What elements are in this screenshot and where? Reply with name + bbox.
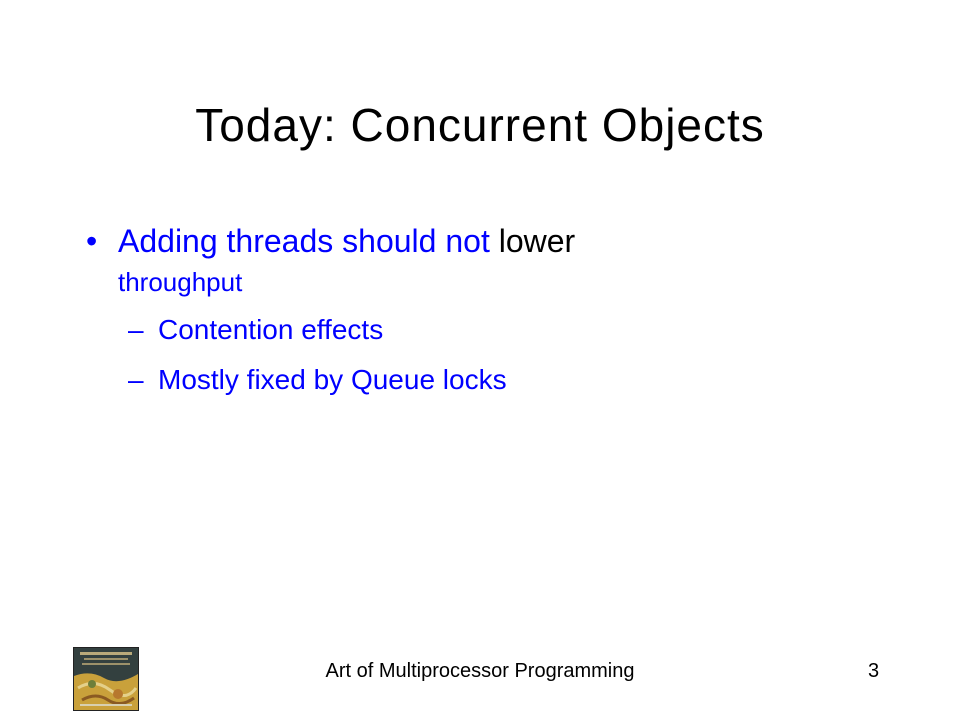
sub-bullet-item bbox=[86, 310, 906, 350]
footer-text: Art of Multiprocessor Programming bbox=[325, 660, 635, 682]
bullet-marker: • bbox=[86, 223, 98, 259]
sub-bullet-text: Mostly fixed by Queue locks bbox=[158, 364, 507, 395]
sub-bullet-item bbox=[86, 360, 906, 400]
sub-bullet-marker: – bbox=[128, 314, 144, 345]
bullet-list bbox=[86, 218, 906, 400]
bullet-text-blue: Adding threads should not bbox=[118, 223, 490, 259]
sub-bullet-marker: – bbox=[128, 364, 144, 395]
page-number: 3 bbox=[868, 660, 880, 682]
bullet-text-black: lower bbox=[498, 223, 576, 259]
slide-title: Today: Concurrent Objects bbox=[195, 99, 765, 151]
sub-bullet-text: Contention effects bbox=[158, 314, 384, 345]
bullet-item bbox=[86, 218, 906, 300]
bullet-text-continuation: throughput bbox=[118, 267, 243, 297]
